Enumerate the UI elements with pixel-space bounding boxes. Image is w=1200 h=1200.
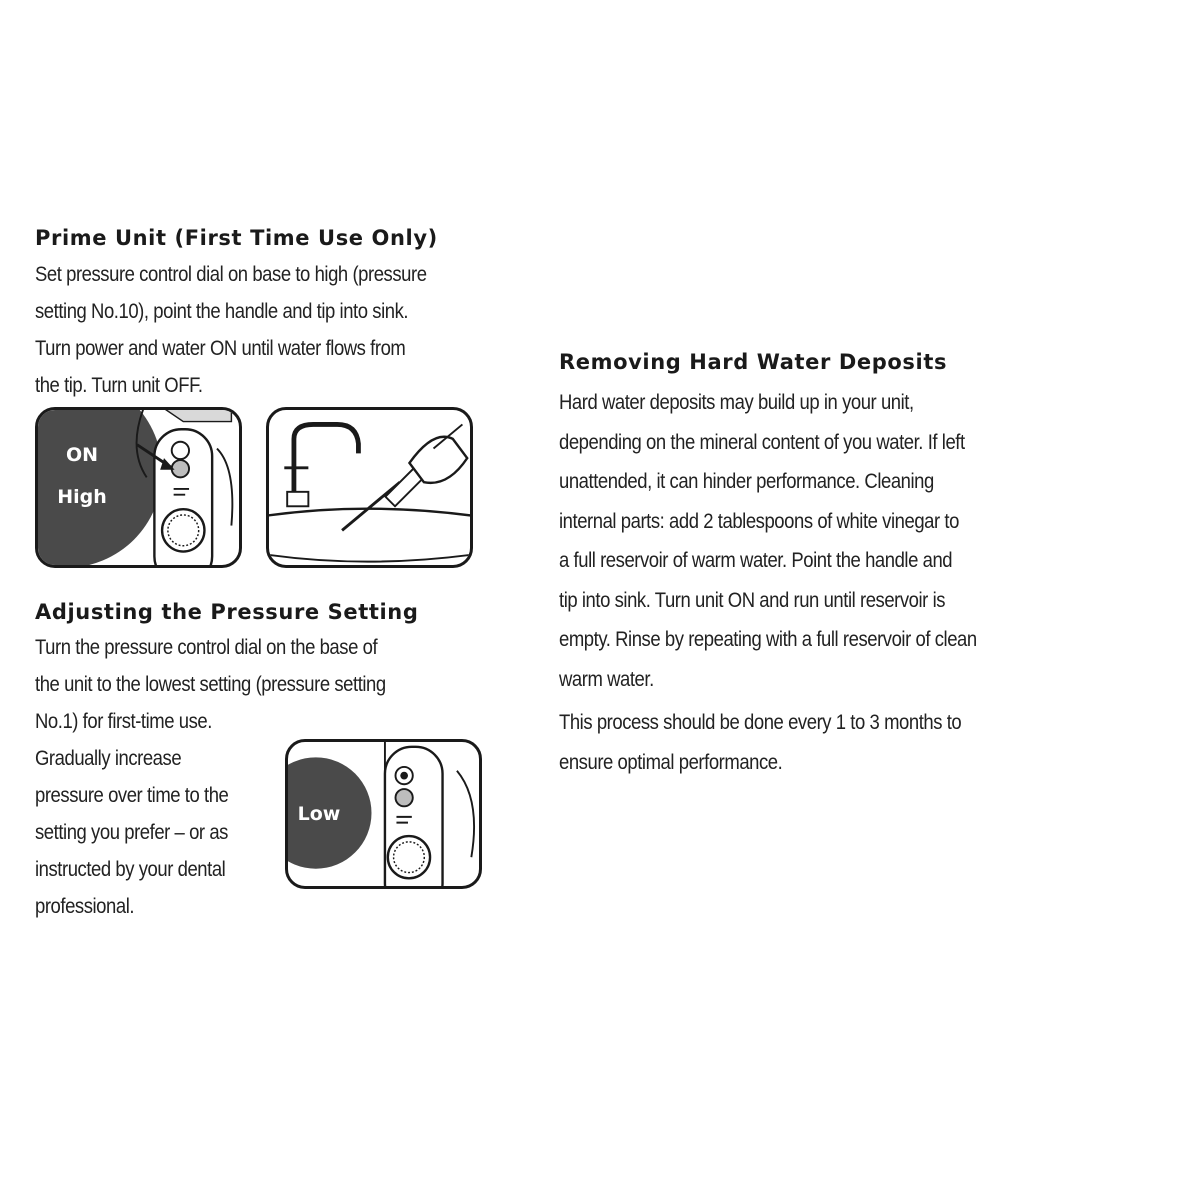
hard-water-line-6: tip into sink. Turn unit ON and run until reservoir is: [559, 588, 946, 612]
adjust-line-3: No.1) for first-time use.: [35, 710, 212, 733]
hard-water-line-2: depending on the mineral content of you water. If left: [559, 430, 965, 454]
power-button-icon: [172, 442, 189, 459]
hard-water-text: [559, 383, 977, 699]
adjust-pressure-heading: Adjusting the Pressure Setting: [35, 600, 419, 624]
hard-water-line-3: unattended, it can hinder performance. Cleaning: [559, 470, 934, 493]
hard-water-line-8: warm water.: [559, 667, 654, 691]
frequency-line-1: This process should be done every 1 to 3 months to: [559, 711, 962, 734]
water-button-icon: [396, 789, 413, 806]
figure-on-high-panel: [35, 407, 242, 568]
figure-low-panel: [285, 739, 482, 889]
adjust-line-7: instructed by your dental: [35, 858, 226, 881]
prime-line-3: Turn power and water ON until water flows from: [35, 337, 406, 360]
badge-low-label: Low: [297, 803, 341, 825]
hard-water-frequency-text: [559, 703, 961, 783]
faucet-illustration: [269, 410, 470, 565]
hard-water-line-7: empty. Rinse by repeating with a full reservoir of clean: [559, 628, 977, 651]
water-button-icon: [172, 460, 189, 477]
adjust-line-2: the unit to the lowest setting (pressure setting: [35, 673, 386, 696]
prime-unit-text: [35, 256, 427, 404]
frequency-line-2: ensure optimal performance.: [559, 751, 783, 774]
figure-faucet-handle: [266, 407, 473, 568]
prime-line-2: setting No.10), point the handle and tip into sink.: [35, 300, 409, 323]
hard-water-line-4: internal parts: add 2 tablespoons of white vinegar to: [559, 509, 959, 533]
adjust-line-1: Turn the pressure control dial on the base of: [35, 636, 378, 659]
adjust-line-6: setting you prefer – or as: [35, 821, 228, 844]
prime-line-1: Set pressure control dial on base to high (pressure: [35, 263, 427, 286]
hard-water-line-1: Hard water deposits may build up in your unit,: [559, 391, 914, 414]
hard-water-heading: Removing Hard Water Deposits: [559, 350, 948, 374]
adjust-line-4: Gradually increase: [35, 747, 182, 770]
badge-high-label: High: [57, 486, 107, 508]
prime-line-4: the tip. Turn unit OFF.: [35, 374, 203, 397]
badge-on-label: ON: [65, 444, 99, 466]
adjust-line-5: pressure over time to the: [35, 784, 229, 807]
prime-unit-heading: Prime Unit (First Time Use Only): [35, 226, 438, 250]
hard-water-line-5: a full reservoir of warm water. Point the handle and: [559, 549, 953, 572]
adjust-line-8: professional.: [35, 895, 135, 918]
